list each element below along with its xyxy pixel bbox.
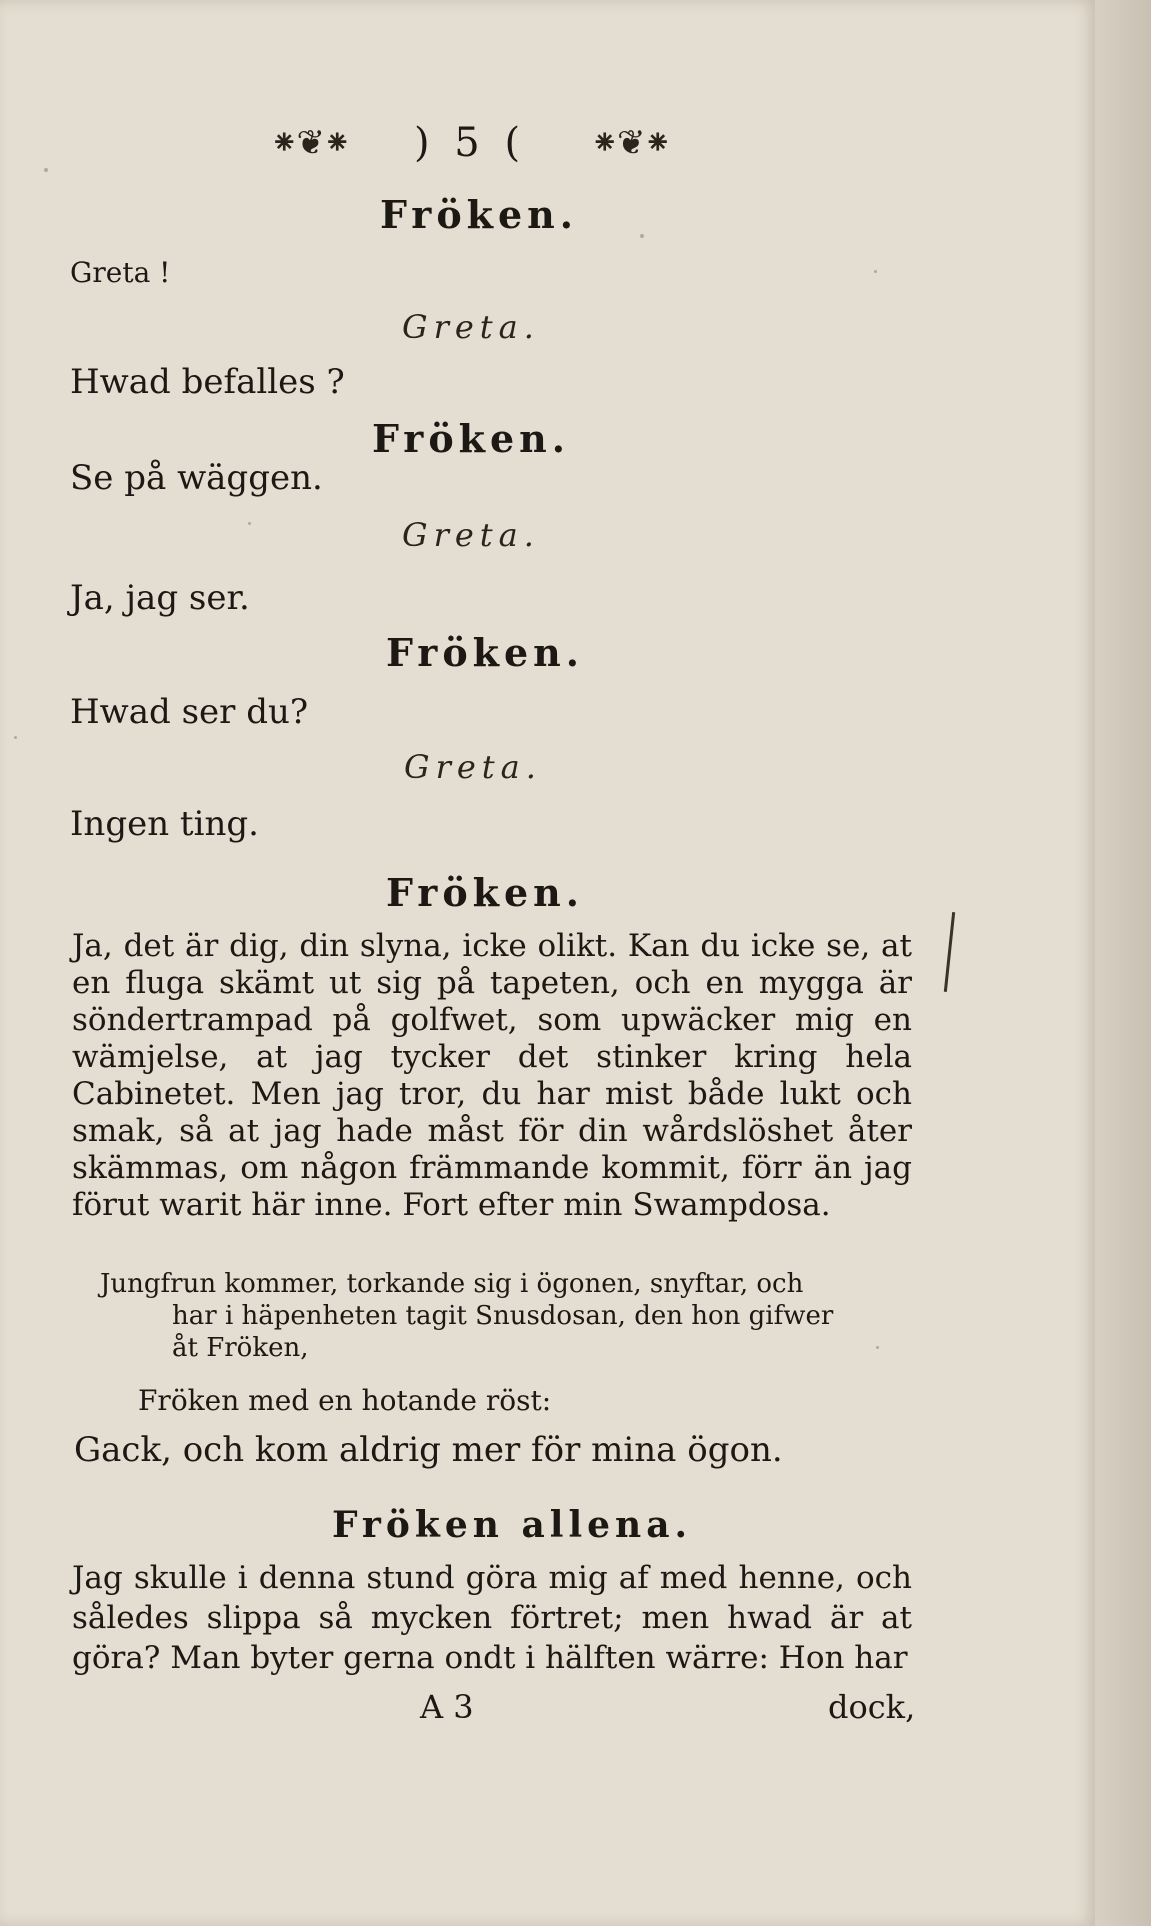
dialogue-line: Se på wäggen. xyxy=(70,458,323,498)
stage-direction-line: Jungfrun kommer, torkande sig i ögonen, snyftar, och xyxy=(100,1269,804,1299)
speaker-froken: Fröken. xyxy=(386,630,585,675)
speech-short: Gack, och kom aldrig mer för mina ögon. xyxy=(74,1430,783,1470)
dialogue-line: Ja, jag ser. xyxy=(70,578,250,618)
stage-direction xyxy=(100,1268,910,1364)
stage-direction-line: åt Fröken, xyxy=(172,1333,309,1363)
paper-speck xyxy=(640,234,644,238)
paper-speck xyxy=(876,1346,879,1349)
right-ornament: ⁕❦⁕ xyxy=(590,123,670,163)
paper-speck xyxy=(874,270,877,273)
stage-voice-direction: Fröken med en hotande röst: xyxy=(138,1384,552,1417)
dialogue-line: Hwad ser du? xyxy=(70,692,309,732)
speaker-froken: Fröken. xyxy=(372,416,571,461)
page-number: ) 5 ( xyxy=(413,120,527,166)
paper-speck xyxy=(248,522,251,525)
page-edge xyxy=(1095,0,1151,1926)
speaker-froken: Fröken. xyxy=(380,192,579,237)
speaker-froken: Fröken. xyxy=(386,870,585,915)
paper-speck xyxy=(14,736,17,739)
speaker-froken-allena: Fröken allena. xyxy=(332,1504,693,1546)
stage-direction-line: har i häpenheten tagit Snusdosan, den hon gifwer xyxy=(172,1301,834,1331)
speaker-greta: Greta. xyxy=(402,308,540,346)
dialogue-line: Greta ! xyxy=(70,256,171,289)
paper-speck xyxy=(44,168,48,172)
speech-final-paragraph: Jag skulle i denna stund göra mig af med henne, och således slippa så mycken förtret; men hwad är at göra? Man byter gerna ondt i hälften wärre: Hon har xyxy=(72,1560,912,1676)
speech-paragraph: Ja, det är dig, din slyna, icke olikt. Kan du icke se, at en fluga skämt ut sig på tapeten, och en mygga är söndertrampad på golfwet, som upwäcker mig en wämjelse, at jag tycker det stinker kring hela Cabinetet. Men jag tror, du har mist både lukt och smak, så at jag hade måst för din wårdslöshet åter skämmas, om någon främmande kommit, förr än jag förut warit här inne. Fort efter min Swampdosa. xyxy=(72,928,912,1223)
speaker-greta: Greta. xyxy=(404,748,542,786)
catchword: dock, xyxy=(828,1688,916,1726)
dialogue-line: Ingen ting. xyxy=(70,804,259,844)
signature-mark: A 3 xyxy=(420,1688,474,1726)
running-header xyxy=(270,120,670,166)
dialogue-line: Hwad befalles ? xyxy=(70,362,345,402)
left-ornament: ⁕❦⁕ xyxy=(270,123,350,163)
speaker-greta: Greta. xyxy=(402,516,540,554)
